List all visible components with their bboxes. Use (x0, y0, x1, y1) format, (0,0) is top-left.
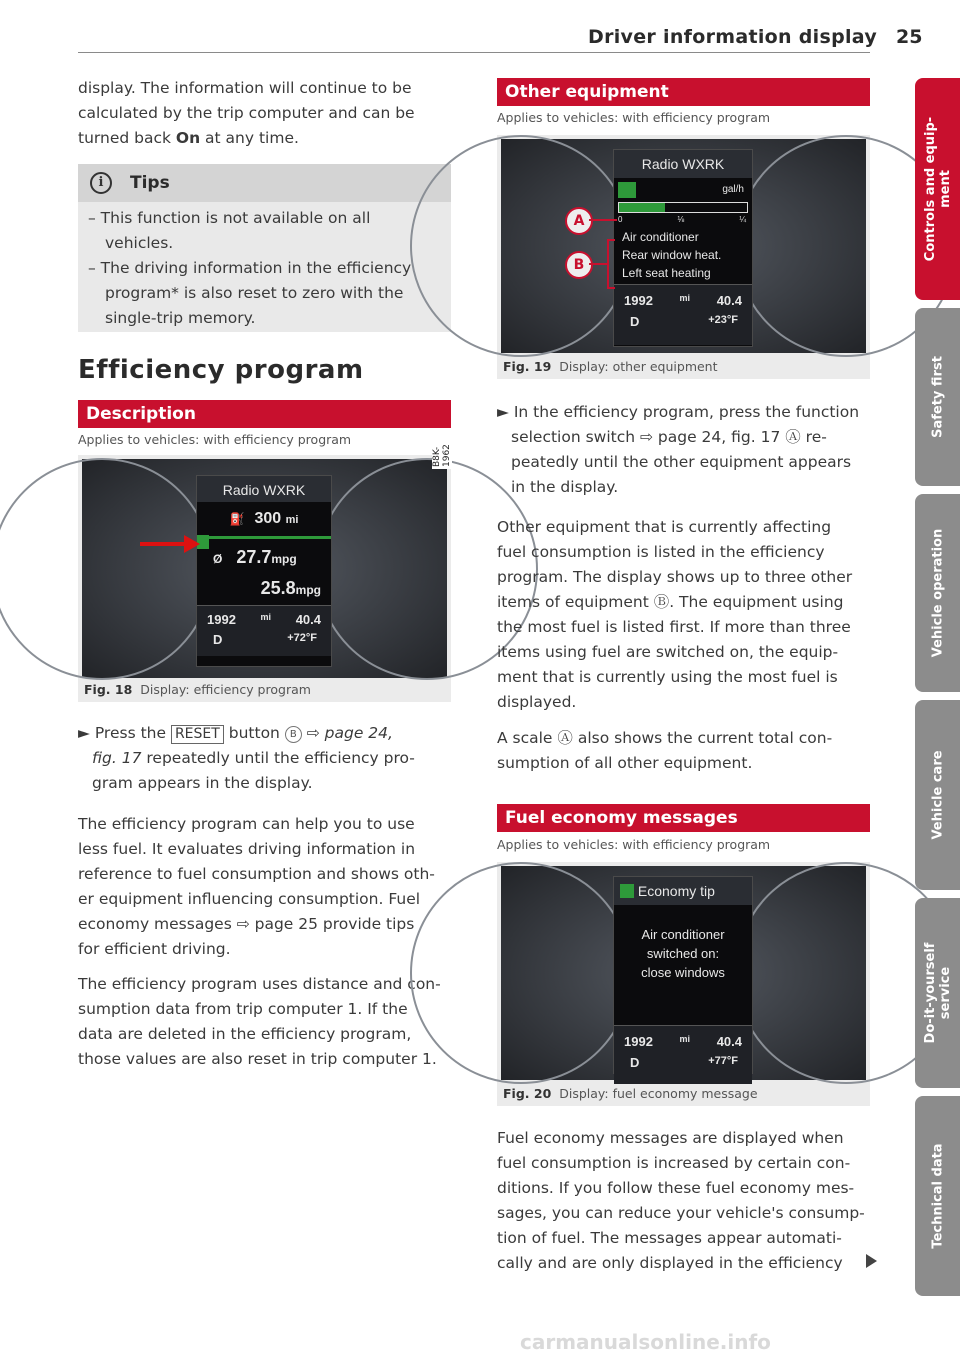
text-line: The efficiency program can help you to use (78, 815, 415, 833)
caption-text: Display: efficiency program (140, 682, 311, 697)
reset-key-label: RESET (171, 725, 224, 744)
figure-caption (503, 359, 718, 374)
radio-station: Radio WXRK (197, 476, 331, 502)
intro-paragraph (78, 76, 453, 151)
section-title: Efficiency program (78, 355, 364, 385)
eco-leaf-icon (620, 884, 634, 898)
tick-label: ¼ (739, 215, 746, 224)
callout-b: B (565, 251, 593, 279)
outside-temperature: +77°F (708, 1055, 738, 1067)
side-tab-technical-data[interactable] (915, 1096, 960, 1296)
text-line: ditions. If you follow these fuel economy mes- (497, 1179, 855, 1197)
tip-message-line: Air conditioner (641, 927, 725, 942)
side-tab-label: Do-it-yourself service (922, 942, 953, 1044)
range-readout (197, 502, 331, 536)
body-paragraph-2 (78, 972, 453, 1072)
step-prefix: ► Press the (78, 724, 167, 742)
step-line: ► In the efficiency program, press the function (497, 403, 860, 421)
text-line: The efficiency program uses distance and con- (78, 975, 441, 993)
text-line: program. The display shows up to three other (497, 568, 853, 586)
text-line: sages, you can reduce your vehicle's consump- (497, 1204, 865, 1222)
side-tab-label: Vehicle care (930, 750, 945, 840)
current-unit: mpg (295, 583, 321, 597)
text-line: Other equipment that is currently affecting (497, 518, 832, 536)
tip-title: Economy tip (637, 883, 715, 899)
tips-item (88, 206, 448, 256)
gear-indicator: D (213, 632, 223, 647)
step-line: in the display. (511, 478, 619, 496)
step-text: repeatedly until the efficiency pro- (146, 749, 415, 767)
display-screen (196, 475, 332, 667)
equipment-list (614, 228, 752, 284)
gear-indicator: D (630, 314, 640, 329)
range-value: 300 (254, 510, 282, 527)
current-consumption (197, 573, 331, 605)
text-line: tion of fuel. The messages appear automati- (497, 1229, 842, 1247)
tip-message-line: close windows (641, 965, 725, 980)
text-line: economy messages ⇨ page 25 provide tips (78, 915, 415, 933)
odometer: 1992 (207, 612, 236, 627)
intro-line: display. The information will continue to be (78, 79, 412, 97)
figure-caption (503, 1086, 758, 1101)
watermark: carmanualsonline.info (520, 1330, 771, 1354)
trip-value: 40.4 (295, 612, 321, 627)
side-tab-label: Controls and equip- ment (922, 116, 953, 262)
applies-note: Applies to vehicles: with efficiency program (497, 110, 771, 125)
marker-b: B (285, 726, 302, 743)
text-line: sumption data from trip computer 1. If the (78, 1000, 408, 1018)
tips-list (88, 206, 448, 331)
side-tab-label: Vehicle operation (930, 528, 945, 658)
subsection-title-fuel-economy: Fuel economy messages (497, 804, 870, 832)
scale-ticks (618, 215, 746, 224)
text-line: for efficient driving. (78, 940, 231, 958)
instruction-step (78, 721, 453, 796)
display-screen (613, 149, 753, 347)
tips-line: vehicles. (105, 234, 174, 252)
equipment-item: Rear window heat. (622, 248, 722, 262)
step-text: button (228, 724, 280, 742)
trip-value: 40.4 (716, 1034, 742, 1049)
header-divider (78, 52, 870, 53)
page-number: 25 (896, 26, 923, 48)
side-tab-controls[interactable] (915, 78, 960, 300)
running-header-title: Driver information display (588, 26, 878, 48)
scale-fill (619, 203, 665, 212)
info-icon: i (90, 172, 112, 194)
tips-label: Tips (130, 173, 170, 193)
text-line: ment that is currently using the most fuel is (497, 668, 838, 686)
tip-message (614, 905, 752, 1013)
text-line: er equipment influencing consumption. Fuel (78, 890, 421, 908)
step-line: gram appears in the display. (92, 774, 313, 792)
body-paragraph-5 (497, 1126, 872, 1276)
side-tab-safety[interactable] (915, 308, 960, 486)
figure-19 (497, 135, 870, 379)
callout-a-leader (589, 219, 617, 221)
subsection-title-description: Description (78, 400, 451, 428)
tips-item (88, 256, 448, 331)
tip-message-line: switched on: (646, 946, 720, 961)
outside-temperature: +72°F (287, 632, 317, 644)
text-line: items using fuel are switched on, the equip- (497, 643, 839, 661)
step-line (78, 746, 453, 771)
trip-value: 40.4 (716, 293, 742, 308)
current-value: 25.8 (260, 578, 296, 598)
figure-code: B8K-1962 (432, 444, 452, 467)
eco-leaf-icon (618, 182, 636, 198)
text-line: Fuel economy messages are displayed when (497, 1129, 844, 1147)
tips-box (78, 164, 451, 332)
figure-20-image (501, 866, 866, 1080)
text-line: items of equipment Ⓑ. The equipment using (497, 593, 844, 611)
figure-18 (78, 444, 452, 702)
avg-value: 27.7 (236, 547, 272, 567)
odometer-unit: mi (679, 1034, 691, 1044)
intro-line: turned back On at any time. (78, 129, 299, 147)
arrow-icon (138, 533, 202, 555)
body-paragraph-1 (78, 812, 453, 962)
gear-indicator: D (630, 1055, 640, 1070)
text-line: A scale Ⓐ also shows the current total con- (497, 729, 833, 747)
continue-arrow-icon (866, 1254, 877, 1268)
body-paragraph-3 (497, 515, 872, 715)
text-line: sumption of all other equipment. (497, 754, 753, 772)
applies-note: Applies to vehicles: with efficiency program (497, 837, 771, 852)
odometer-unit: mi (679, 293, 691, 303)
average-consumption: Ø 27.7mpg (213, 547, 297, 567)
range-unit: mi (285, 514, 299, 526)
radio-station: Radio WXRK (614, 150, 752, 178)
text-line: cally and are only displayed in the efficiency (497, 1254, 843, 1272)
caption-label: Fig. 19 (503, 359, 552, 374)
body-paragraph-4 (497, 726, 872, 776)
text-line: those values are also reset in trip computer 1. (78, 1050, 437, 1068)
odometer-unit: mi (260, 612, 272, 622)
side-tab-vehicle-operation[interactable] (915, 494, 960, 692)
step-line: selection switch ⇨ page 24, fig. 17 Ⓐ re- (511, 428, 827, 446)
side-tab-label: Technical data (930, 1143, 945, 1249)
caption-text: Display: other equipment (559, 359, 718, 374)
text-line: displayed. (497, 693, 577, 711)
callout-b-bracket (607, 239, 615, 289)
caption-label: Fig. 18 (84, 682, 133, 697)
callout-a: A (565, 207, 593, 235)
figure-caption (84, 682, 311, 697)
intro-line: calculated by the trip computer and can be (78, 104, 415, 122)
caption-label: Fig. 20 (503, 1086, 552, 1101)
scale-bar (618, 202, 748, 213)
figure-ref-link[interactable]: fig. 17 (92, 749, 142, 767)
odometer: 1992 (624, 293, 653, 308)
scale-unit: gal/h (722, 184, 744, 195)
applies-note: Applies to vehicles: with efficiency program (78, 432, 352, 447)
text-line: data are deleted in the efficiency program, (78, 1025, 412, 1043)
tips-line: single-trip memory. (105, 309, 256, 327)
odometer: 1992 (624, 1034, 653, 1049)
status-strip (614, 1025, 752, 1084)
display-screen (613, 876, 753, 1074)
page-ref-link[interactable]: ⇨ page 24, (306, 724, 393, 742)
equipment-item: Air conditioner (622, 230, 699, 244)
avg-unit: mpg (271, 552, 297, 566)
status-strip (614, 284, 752, 345)
text-line: less fuel. It evaluates driving information in (78, 840, 416, 858)
status-strip (197, 605, 331, 656)
step-line: peatedly until the other equipment appears (511, 453, 852, 471)
figure-19-image (501, 139, 866, 353)
step-line (78, 721, 453, 746)
callout-b-leader (589, 263, 607, 265)
side-tab-vehicle-care[interactable] (915, 700, 960, 890)
subsection-title-other-equipment: Other equipment (497, 78, 870, 106)
tips-line: program* is also reset to zero with the (105, 284, 404, 302)
text-line: the most fuel is listed first. If more than three (497, 618, 851, 636)
side-tab-label: Safety first (930, 356, 945, 438)
tips-line: – The driving information in the efficiency (88, 259, 412, 277)
instruction-step (497, 400, 872, 500)
outside-temperature: +23°F (708, 314, 738, 326)
consumption-scale (614, 178, 752, 228)
text-line: fuel consumption is increased by certain con- (497, 1154, 851, 1172)
caption-text: Display: fuel economy message (559, 1086, 758, 1101)
text-line: reference to fuel consumption and shows oth- (78, 865, 435, 883)
tick-label: ⅛ (677, 215, 685, 224)
figure-18-image (82, 444, 452, 678)
tick-label: 0 (618, 215, 623, 224)
side-tab-diy-service[interactable] (915, 898, 960, 1088)
text-line: fuel consumption is listed in the efficiency (497, 543, 825, 561)
figure-20 (497, 862, 870, 1106)
tips-line: – This function is not available on all (88, 209, 371, 227)
tip-header (614, 877, 752, 905)
fuel-pump-icon: ⛽ (229, 512, 245, 526)
tips-header (78, 164, 451, 202)
equipment-item: Left seat heating (622, 266, 711, 280)
